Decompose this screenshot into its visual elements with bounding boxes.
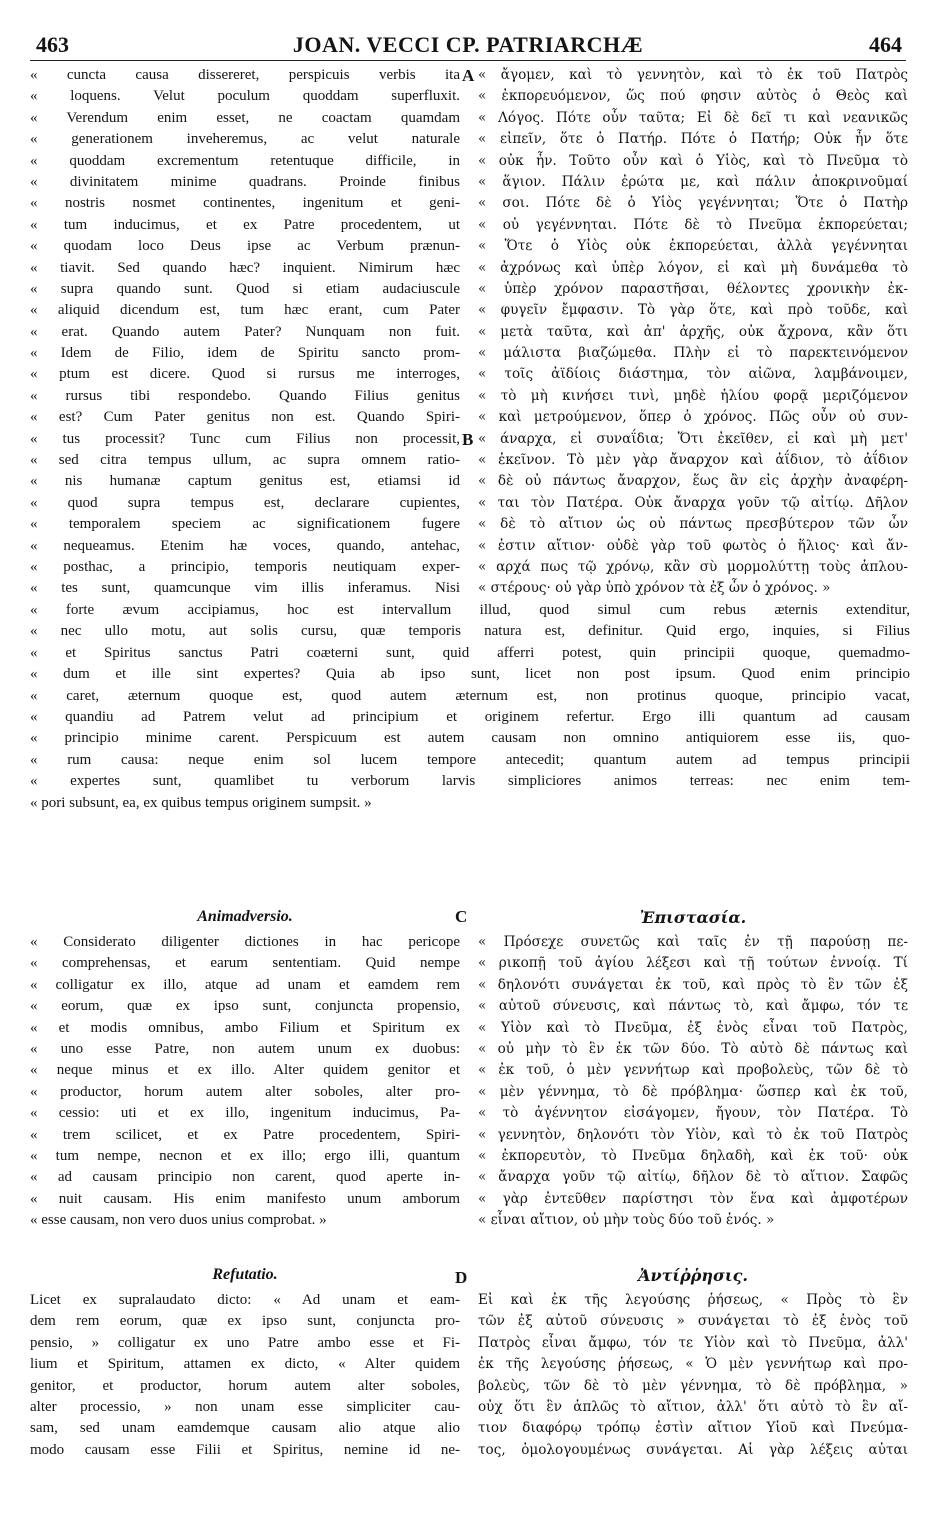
text-line: « καὶ μετρούμενον, ὅπερ ὁ χρόνος. Πῶς οὖν οὐ συν- xyxy=(478,409,908,426)
text-line: « ται τὸν Πατέρα. Οὐκ ἄναρχα γοῦν τῷ αἰτίῳ. Δῆλον xyxy=(478,494,908,511)
text-line: τιον διαφόρῳ τρόπῳ ἐστὶν αἴτιον Υἱοῦ καὶ Πνεύμα- xyxy=(478,1420,908,1437)
text-line: « et modis omnibus, ambo Filium et Spiritum ex xyxy=(30,1019,460,1036)
text-line: « μετὰ ταῦτα, καὶ ἀπ' ἀρχῆς, οὐκ ἄχρονα, κἂν ὅτι xyxy=(478,323,908,340)
text-line: « tum inducimus, et ex Patre procedentem, ut xyxy=(30,216,460,233)
text-line: « Λόγος. Πότε οὖν ταῦτα; Εἰ δὲ δεῖ τι καὶ νεανικῶς xyxy=(478,109,908,126)
text-line: « nostris nosmet continentes, ingenitum et geni- xyxy=(30,195,460,212)
text-line: « nuit causam. His enim manifesto unum amborum xyxy=(30,1190,460,1207)
antirrhesis-heading: Ἀντίῤῥησις. xyxy=(638,1266,748,1285)
page-number-left: 463 xyxy=(36,32,69,57)
text-line: « quod supra tempus est, declarare cupientes, xyxy=(30,494,460,511)
text-line: « rursus tibi respondebo. Quando Filius genitus xyxy=(30,387,460,404)
text-line: « esse causam, non vero duos unius comprobat. » xyxy=(30,1212,327,1229)
text-line: dem rem eorum, quæ ex ipso sunt, conjuncta pro- xyxy=(30,1313,460,1330)
text-line: « ἐστιν αἴτιον· οὐδὲ γὰρ τοῦ φωτὸς ὁ ἥλιος· καὶ ἄν- xyxy=(478,537,908,554)
text-line: alter processio, » non unam esse simpliciter cau- xyxy=(30,1398,460,1415)
animadversio-text xyxy=(30,932,460,1231)
text-line: « trem scilicet, et ex Patre procedentem, Spiri- xyxy=(30,1126,460,1143)
text-line: « quoddam excrementum retentuque difficile, in xyxy=(30,152,460,169)
text-line: « caret, æternum quoque est, quod autem æternum est, non protinus quoque, principio vacat, xyxy=(30,687,910,704)
text-line: « τὸ μὴ κινήσει τινὶ, μηδὲ ἡλίου φορᾷ μεριζόμενον xyxy=(478,387,908,404)
text-line: « στέρους· οὐ γὰρ ὑπὸ χρόνον τὰ ἐξ ὧν ὁ χρόνος. » xyxy=(478,580,831,597)
text-line: « οὐ μὴν τὸ ἓν ἐκ τῶν δύο. Τὸ αὐτὸ δὲ πάντως καὶ xyxy=(478,1040,908,1057)
text-line: Licet ex supralaudato dicto: « Ad unam et eam- xyxy=(30,1292,460,1308)
text-line: « Considerato diligenter dictiones in hac pericope xyxy=(30,934,460,950)
latin-column-top xyxy=(30,65,460,600)
running-header xyxy=(30,30,906,61)
text-line: « est? Cum Pater genitus non est. Quando Spiri- xyxy=(30,409,460,426)
greek-column-top xyxy=(478,65,908,600)
text-line: « nequeamus. Etenim hæ voces, quando, antehac, xyxy=(30,537,460,554)
text-line: « pori subsunt, ea, ex quibus tempus originem sumpsit. » xyxy=(30,794,372,811)
text-line: « ἀχρόνως καὶ ὑπὲρ λόγον, εἰ καὶ μὴ δυνάμεθα τὸ xyxy=(478,259,908,276)
text-line: « άναρχα, εἰ συναΐδια; Ὅτι ἐκεῖθεν, εἰ καὶ μὴ μετ' xyxy=(478,430,908,447)
text-line: « ὑπὲρ χρόνον παραστῆσαι, θέλοντες χρονικὴν ἐκ- xyxy=(478,280,908,297)
text-line: « tum nempe, necnon et ex illo; ergo illi, quantum xyxy=(30,1147,460,1164)
epistasia-text xyxy=(478,932,908,1231)
text-line: « ἐκπορευτὸν, τὸ Πνεῦμα δηλαδὴ, καὶ ἐκ τοῦ· οὐκ xyxy=(478,1147,908,1164)
text-line: « divinitatem minime quadrans. Proinde finibus xyxy=(30,173,460,190)
text-line: « Υἱὸν καὶ τὸ Πνεῦμα, ἐξ ἑνὸς εἶναι τοῦ Πατρὸς, xyxy=(478,1019,908,1036)
text-line: « tus processit? Tunc cum Filius non processit, xyxy=(30,430,460,447)
text-line: « colligatur ex illo, atque ad unam et eamdem rem xyxy=(30,976,460,993)
text-line: « supra quando sunt. Quod si etiam audaciuscule xyxy=(30,280,460,297)
margin-letter-b: B xyxy=(462,430,474,449)
text-line: « αρχά πως τῷ χρόνῳ, κἂν σὺ μορμολύττῃ τοὺς ἁπλου- xyxy=(478,558,908,575)
text-line: « εἶναι αἴτιον, οὐ μὴν τοὺς δύο τοῦ ἑνός. » xyxy=(478,1212,775,1229)
text-line: « forte ævum accipiamus, hoc est intervallum illud, quod simul cum rebus æternis extenditur, xyxy=(30,602,910,618)
text-line: « cessio: uti et ex illo, ingenitum inducimus, Pa- xyxy=(30,1105,460,1122)
refutatio-heading: Refutatio. xyxy=(212,1266,278,1283)
text-line: « dum et ille sint expertes? Quia ab ipso sunt, licet non post ipsum. Quod enim principio xyxy=(30,666,910,683)
text-line: ἐκ τῆς λεγούσης ῥήσεως, « Ὁ μὲν γεννήτωρ καὶ προ- xyxy=(478,1356,908,1373)
text-line: « uno esse Patre, non autem unum ex duobus: xyxy=(30,1040,460,1057)
text-line: « loquens. Velut poculum quoddam superfluxit. xyxy=(30,88,460,105)
text-line: « principio minime carent. Perspicuum est autem causam non omnino antiquiorem esse iis, quo- xyxy=(30,730,910,747)
text-line: Πατρὸς εἶναι ἄμφω, τόν τε Υἱὸν καὶ τὸ Πνεῦμα, ἀλλ' xyxy=(478,1334,908,1351)
page-number-right: 464 xyxy=(869,32,902,57)
text-line: « nec ullo motu, aut solis cursu, quæ temporis natura est, definitur. Quid ergo, inquies, si Filius xyxy=(30,623,910,640)
text-line: « temporalem speciem ac significationem fugere xyxy=(30,516,460,533)
text-line: « δηλονότι συνάγεται ἐκ τοῦ, καὶ πρὸς τὸ ἓν τῶν ἐξ xyxy=(478,976,908,993)
text-line: « ptum est dicere. Quod si rursus me interroges, xyxy=(30,366,460,383)
text-line: « ἄναρχα γοῦν τῷ αἰτίῳ, δῆλον δὲ τὸ αἴτιον. Σαφῶς xyxy=(478,1169,908,1186)
text-line: « nis humanæ captum genitus est, etiamsi id xyxy=(30,473,460,490)
text-line: lium et Spiritum, attamen ex dicto, « Alter quidem xyxy=(30,1356,460,1373)
text-line: « neque minus et ex illo. Alter quidem genitor et xyxy=(30,1062,460,1079)
refutatio-text xyxy=(30,1290,460,1461)
text-line: « αὐτοῦ σύνευσις, καὶ πάντως τὸ, καὶ ἄμφω, τόν τε xyxy=(478,998,908,1015)
text-line: « δὲ τὸ αἴτιον ὡς οὐ πάντως πρεσβύτερον τῶν ὧν xyxy=(478,516,908,533)
text-line: genitor, et productor, horum autem alter soboles, xyxy=(30,1377,460,1394)
text-line: « ἐκ τοῦ, ὁ μὲν γεννήτωρ καὶ προβολεὺς, τῶν δὲ τὸ xyxy=(478,1062,908,1079)
text-line: « et Spiritus sanctus Patri coæterni sunt, quid afferri potest, quin principii quoque, quemadmo- xyxy=(30,644,910,661)
text-line: « quandiu ad Patrem velut ad principium et originem refertur. Ergo illi quantum ad causam xyxy=(30,708,910,725)
text-line: modo causam esse Filii et Spiritus, nemine id ne- xyxy=(30,1441,460,1458)
margin-letter-c: C xyxy=(455,907,468,926)
text-line: « erat. Quando autem Pater? Nunquam non fuit. xyxy=(30,323,460,340)
margin-letter-a: A xyxy=(462,66,475,85)
text-line: « γεννητὸν, δηλονότι τὸν Υἱὸν, καὶ τὸ ἐκ τοῦ Πατρὸς xyxy=(478,1126,908,1143)
text-line: « cuncta causa dissereret, perspicuis verbis ita xyxy=(30,67,460,83)
text-line: Εἰ καὶ ἐκ τῆς λεγούσης ῥήσεως, « Πρὸς τὸ ἓν xyxy=(478,1292,908,1308)
text-line: « ρικοπῇ τοῦ ἁγίου λέξεσι καὶ τῇ τούτων ἐννοίᾳ. Τί xyxy=(478,955,908,972)
text-line: « γὰρ ἐντεῦθεν παρίστησι τὸν ἕνα καὶ ἀμφοτέρων xyxy=(478,1190,908,1207)
text-line: « ἅγιον. Πάλιν ἐρώτα με, καὶ πάλιν ἀποκρινοῦμαί xyxy=(478,173,908,190)
text-line: « ad causam principio non carent, quod aperte in- xyxy=(30,1169,460,1186)
text-line: « tes sunt, quamcunque vim illis inferamus. Nisi xyxy=(30,580,460,597)
text-line: οὐχ ὅτι ἓν ἁπλῶς τὸ αἴτιον, ἀλλ' ὅτι αὐτὸ τὸ ἓν αἴ- xyxy=(478,1398,908,1415)
text-line: « σοι. Πότε δὲ ὁ Υἱὸς γεγέννηται; Ὅτε ὁ Πατὴρ xyxy=(478,195,908,212)
text-line: τῶν ἐξ αὐτοῦ σύνευσις » συνάγεται τὸ ἐξ ἑνὸς τοῦ xyxy=(478,1313,908,1330)
text-line: « τοῖς ἀϊδίοις διάστημα, τὸν αἰῶνα, λαμβάνοιμεν, xyxy=(478,366,908,383)
text-line: « generationem inveheremus, ac velut naturale xyxy=(30,131,460,148)
animadversio-heading: Animadversio. xyxy=(197,908,293,925)
text-line: τος, ὁμολογουμένως συνάγεται. Αἱ γὰρ λέξεις αὐται xyxy=(478,1441,908,1458)
text-line: « μάλιστα βιαζώμεθα. Πλὴν εἰ τὸ παρεκτεινόμενον xyxy=(478,345,908,362)
margin-letter-d: D xyxy=(455,1268,468,1287)
text-line: « Ὅτε ὁ Υἱὸς οὐκ ἐκπορεύεται, ἀλλὰ γεγέννηται xyxy=(478,238,908,255)
text-line: « expertes sunt, quamlibet tu verborum larvis simpliciores animos terreas: nec enim tem- xyxy=(30,773,910,790)
text-line: « quodam loco Deus ipse ac Verbum prænun- xyxy=(30,238,460,255)
text-line: « ἐκπορευόμενον, ὥς πού φησιν αὐτὸς ὁ Θεὸς καὶ xyxy=(478,88,908,105)
text-line: « μὲν γέννημα, τὸ δὲ πρόβλημα· ὥσπερ καὶ ἐκ τοῦ, xyxy=(478,1083,908,1100)
text-line: « ἄγομεν, καὶ τὸ γεννητὸν, καὶ τὸ ἐκ τοῦ Πατρὸς xyxy=(478,67,908,83)
text-line: « aliquid dicendum est, tum hæc erant, cum Pater xyxy=(30,302,460,319)
text-line: pensio, » colligatur ex uno Patre ambo esse et Fi- xyxy=(30,1334,460,1351)
text-line: sam, sed unam eamdemque causam alio atque alio xyxy=(30,1420,460,1437)
text-line: « δὲ οὐ πάντως ἄναρχον, ἕως ἂν εἰς ἀρχὴν ἀναφέρη- xyxy=(478,473,908,490)
text-line: « οὐ γεγέννηται. Πότε δὲ τὸ Πνεῦμα ἐκπορεύεται; xyxy=(478,216,908,233)
running-title: JOAN. VECCI CP. PATRIARCHÆ xyxy=(292,32,644,57)
latin-full-width-block xyxy=(30,600,910,814)
text-line: « εἰπεῖν, ὅτε ὁ Πατήρ. Πότε ὁ Πατήρ; Οὐκ ἦν ὅτε xyxy=(478,131,908,148)
text-line: « Πρόσεχε συνετῶς καὶ ταῖς ἐν τῇ παρούσῃ πε- xyxy=(478,934,908,950)
text-line: « sed citra tempus ullum, ac supra omnem ratio- xyxy=(30,452,460,469)
text-line: « comprehensas, et earum sententiam. Quid nempe xyxy=(30,955,460,972)
text-line: « φυγεῖν ἔμφασιν. Τὸ γὰρ ὅτε, καὶ πρὸ τοῦδε, καὶ xyxy=(478,302,908,319)
text-line: « tiavit. Sed quando hæc? inquient. Nimirum hæc xyxy=(30,259,460,276)
antirrhesis-text xyxy=(478,1290,908,1461)
text-line: « rum causa: neque enim sol lucem tempore antecedit; quantum autem ad tempus principii xyxy=(30,751,910,768)
text-line: « posthac, a principio, temporis neutiquam exper- xyxy=(30,558,460,575)
text-line: « eorum, quæ ex ipso sunt, conjuncta propensio, xyxy=(30,998,460,1015)
text-line: « Idem de Filio, idem de Spiritu sancto prom- xyxy=(30,345,460,362)
text-line: « productor, horum autem alter soboles, alter pro- xyxy=(30,1083,460,1100)
text-line: « Verendum enim esset, ne coactam quamdam xyxy=(30,109,460,126)
epistasia-heading: Ἐπιστασία. xyxy=(639,908,747,927)
text-line: « οὐκ ἦν. Τοῦτο οὖν καὶ ὁ Υἱὸς, καὶ τὸ Πνεῦμα τὸ xyxy=(478,152,908,169)
text-line: βολεὺς, τῶν δὲ τὸ μὲν γέννημα, τὸ δὲ πρόβλημα, » xyxy=(478,1377,908,1394)
text-line: « τὸ ἀγέννητον εἰσάγομεν, ἤγουν, τὸν Πατέρα. Τὸ xyxy=(478,1105,908,1122)
text-line: « ἐκεῖνον. Τὸ μὲν γὰρ ἄναρχον καὶ ἀΐδιον, τὸ ἀΐδιον xyxy=(478,452,908,469)
